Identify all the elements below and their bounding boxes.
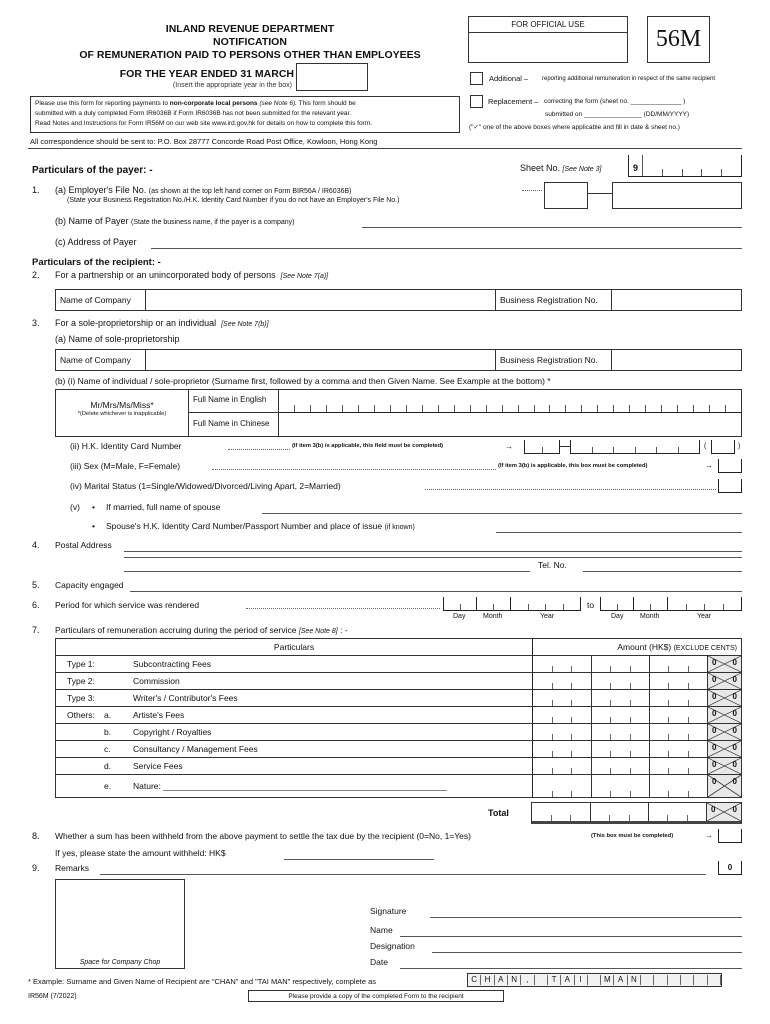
item7-number: 7.: [32, 625, 40, 635]
postal-address-line-2[interactable]: [124, 557, 742, 558]
item4-number: 4.: [32, 540, 40, 550]
row-letter: d.: [104, 761, 112, 771]
example-char: [681, 975, 694, 985]
item8-number: 8.: [32, 831, 40, 841]
item3-company-table: [55, 349, 742, 371]
marital-label: (iv) Marital Status (1=Single/Widowed/Divorced/Living Apart, 2=Married): [70, 481, 341, 491]
file-no-part2-input[interactable]: [612, 182, 742, 209]
full-name-zh-label: Full Name in Chinese: [189, 413, 279, 436]
item8-label: Whether a sum has been withheld from the above payment to settle the tax due by the recipient (0=No, 1=Yes): [55, 831, 471, 841]
header-divider: [28, 148, 742, 149]
payer-name-input[interactable]: [362, 216, 742, 228]
example-char: [694, 975, 707, 985]
example-char: [708, 975, 721, 985]
example-char: ,: [521, 975, 534, 985]
example-char: [641, 975, 654, 985]
item5-number: 5.: [32, 580, 40, 590]
item9-number: 9.: [32, 863, 40, 873]
tel-label: Tel. No.: [538, 560, 567, 570]
to-day-label: Day: [611, 613, 624, 620]
title-cell: [56, 390, 189, 436]
cents-box: 0 0: [707, 690, 741, 706]
postal-address-label: Postal Address: [55, 540, 112, 550]
item1-number: 1.: [32, 185, 40, 195]
item3-company-input[interactable]: [146, 350, 496, 371]
col-amount-header: Amount (HK$) (EXCLUDE CENTS): [532, 639, 741, 655]
full-name-zh-input[interactable]: [279, 413, 741, 436]
example-char: H: [481, 975, 494, 985]
row-label: Commission: [133, 676, 180, 686]
to-month-label: Month: [640, 613, 660, 620]
from-day-label: Day: [453, 613, 466, 620]
postal-address-line-3[interactable]: [124, 560, 530, 572]
notice-box: [30, 96, 460, 133]
bullet-icon: •: [92, 502, 95, 512]
period-from-day[interactable]: [443, 597, 477, 611]
form-version: IR56M (7/2022): [28, 993, 77, 1000]
remuneration-row: [56, 741, 741, 758]
designation-label: Designation: [370, 941, 415, 951]
arrow-icon: →: [705, 831, 713, 840]
cents-box: 0 0: [707, 673, 741, 689]
item2-br-input[interactable]: [612, 290, 742, 311]
paren-close: ): [738, 443, 741, 450]
row-letter: b.: [104, 727, 112, 737]
item3b-label: (b) (i) Name of individual / sole-proprietor (Surname first, followed by a comma and then Given Name. See Example at the bottom) *: [55, 376, 551, 386]
dept-title: INLAND REVENUE DEPARTMENT: [165, 23, 335, 35]
row-amount-field[interactable]: [532, 758, 741, 774]
remarks-box[interactable]: 0: [718, 861, 742, 875]
item2-note: [See Note 7(a)]: [280, 273, 329, 280]
item3-br-input[interactable]: [612, 350, 742, 371]
br-no-label: Business Registration No.: [496, 350, 612, 371]
example-name-field: [467, 973, 722, 987]
capacity-input[interactable]: [130, 580, 742, 592]
employer-file-hint: (as shown at the top left hand corner on Form BIR56A / IR6036B): [148, 188, 352, 195]
sheet-no-note: [See Note 3]: [562, 166, 602, 173]
remuneration-rows: [56, 656, 741, 798]
individual-name-table: [55, 389, 742, 437]
notice-text: Please use this form for reporting payments to: [35, 100, 170, 107]
form-subtitle: OF REMUNERATION PAID TO PERSONS OTHER THAN EMPLOYEES: [79, 49, 421, 61]
example-char: C: [468, 975, 481, 985]
year-label: FOR THE YEAR ENDED 31 MARCH: [119, 68, 294, 80]
period-to-year[interactable]: [668, 597, 742, 611]
row-prefix: Type 2:: [67, 676, 95, 686]
tel-input[interactable]: [583, 560, 742, 572]
file-no-part1-input[interactable]: [544, 182, 588, 209]
remuneration-row: [56, 758, 741, 775]
options-instruction: ("✓" one of the above boxes where applicable and fill in date & sheet no.): [469, 124, 680, 131]
row-amount-field[interactable]: [532, 673, 741, 689]
hkid-prefix-input[interactable]: [524, 440, 560, 454]
postal-address-input[interactable]: [124, 540, 742, 552]
bullet-icon: •: [92, 521, 95, 531]
row-label: Writer's / Contributor's Fees: [133, 693, 238, 703]
remuneration-header-row: [56, 639, 741, 656]
row-label: Artiste's Fees: [133, 710, 185, 720]
designation-input[interactable]: [432, 941, 742, 953]
period-from-month[interactable]: [477, 597, 511, 611]
paren-open: (: [704, 443, 707, 450]
signature-label: Signature: [370, 906, 407, 916]
cents-box: 0 0: [707, 775, 741, 797]
row-letter: a.: [104, 710, 112, 720]
additional-label: Additional –: [489, 74, 529, 83]
item2-number: 2.: [32, 270, 40, 280]
item3a-label: (a) Name of sole-proprietorship: [55, 334, 180, 344]
title-options[interactable]: Mr/Mrs/Ms/Miss*: [90, 400, 154, 410]
notice-note-ref: (see Note 6).: [257, 100, 297, 107]
sheet-no-label: Sheet No. [See Note 3]: [520, 163, 602, 173]
full-name-en-label: Full Name in English: [189, 390, 279, 413]
cents-box: 0 0: [707, 707, 741, 723]
official-use-label: FOR OFFICIAL USE: [469, 17, 627, 33]
remuneration-table: [55, 638, 742, 798]
additional-desc: reporting additional remuneration in respect of the same recipient: [542, 76, 716, 82]
leader-dots: [246, 608, 440, 609]
item2-label: For a partnership or an unincorporated body of persons: [55, 270, 276, 280]
leader-dots: [425, 489, 716, 490]
payer-name-hint: (State the business name, if the payer is a company): [131, 219, 295, 226]
year-input[interactable]: [296, 63, 368, 91]
date-label: Date: [370, 957, 388, 967]
row-letter: e.: [104, 781, 112, 791]
example-char: T: [548, 975, 561, 985]
row-amount-field[interactable]: [532, 656, 741, 672]
remuneration-row: [56, 690, 741, 707]
withheld-amount-input[interactable]: [284, 848, 434, 860]
remuneration-row: [56, 673, 741, 690]
leader-dots: [212, 469, 496, 470]
row-label: Service Fees: [133, 761, 183, 771]
hkid-hint: (If item 3(b) is applicable, this field must be completed): [292, 443, 444, 449]
spouse-id-input[interactable]: [496, 521, 742, 533]
notice-text-end: This form should be: [296, 100, 356, 107]
spouse-id-hint: (if known): [384, 524, 415, 531]
row-prefix: Type 1:: [67, 659, 95, 669]
payer-name-label: (b) Name of Payer: [55, 216, 129, 226]
row-amount-field[interactable]: [532, 690, 741, 706]
spouse-name-input[interactable]: [262, 502, 742, 514]
example-text: * Example: Surname and Given Name of Recipient are "CHAN" and "TAI MAN" respectively, complete as: [28, 977, 377, 986]
cents-box: 0 0: [707, 758, 741, 774]
period-label: Period for which service was rendered: [55, 600, 200, 610]
item7-note: [See Note 8]: [298, 628, 338, 635]
total-amount-field[interactable]: [531, 802, 742, 824]
hkid-label: (ii) H.K. Identity Card Number: [70, 441, 182, 451]
row-label: Copyright / Royalties: [133, 727, 212, 737]
sex-hint: (If item 3(b) is applicable, this box must be completed): [498, 463, 648, 469]
example-char: I: [575, 975, 588, 985]
row-prefix: Type 3:: [67, 693, 95, 703]
sex-label: (iii) Sex (M=Male, F=Female): [70, 461, 181, 471]
notice-line-3: Read Notes and Instructions for Form IR56M on our web site www.ird.gov.hk for details on how to complete this form.: [35, 120, 372, 127]
example-char: M: [601, 975, 614, 985]
copy-notice: Please provide a copy of the completed Form to the recipient: [248, 990, 504, 1002]
payer-address-input[interactable]: [151, 237, 742, 249]
payer-address-label: (c) Address of Payer: [55, 237, 137, 247]
item2-company-input[interactable]: [146, 290, 496, 311]
to-year-label: Year: [697, 613, 712, 620]
item2-company-table: [55, 289, 742, 311]
row-label: Subcontracting Fees: [133, 659, 211, 669]
replacement-submitted: submitted on ________________ (DD/MM/YYYY): [545, 111, 690, 118]
notification-title: NOTIFICATION: [213, 36, 287, 48]
spouse-number: (v): [70, 502, 80, 512]
row-label: Nature: ____________________________________________________________: [133, 781, 447, 791]
cents-box: 0 0: [707, 724, 741, 740]
total-cents-box: 0 0: [706, 803, 741, 821]
example-char: A: [561, 975, 574, 985]
name-label: Name: [370, 925, 393, 935]
period-to-month[interactable]: [634, 597, 668, 611]
title-hint: *(Delete whichever is inapplicable): [77, 411, 167, 417]
company-name-label: Name of Company: [56, 290, 146, 311]
remuneration-row: [56, 724, 741, 741]
row-label: Consultancy / Management Fees: [133, 744, 258, 754]
employer-file-label: (a) Employer's File No.: [55, 185, 147, 195]
item6-number: 6.: [32, 600, 40, 610]
row-prefix: Others:: [67, 710, 95, 720]
arrow-icon: →: [505, 442, 513, 451]
form-code: 56M: [647, 16, 710, 63]
br-no-label: Business Registration No.: [496, 290, 612, 311]
payer-section-title: Particulars of the payer: -: [32, 165, 153, 176]
year-hint: (Insert the appropriate year in the box): [172, 82, 292, 89]
replacement-checkbox[interactable]: [470, 95, 483, 108]
spouse-name-label: If married, full name of spouse: [106, 502, 221, 512]
row-amount-field[interactable]: [532, 741, 741, 757]
official-use-box: [468, 16, 628, 63]
remuneration-row: [56, 707, 741, 724]
period-to-label: to: [587, 600, 595, 610]
example-char: [654, 975, 667, 985]
example-char: [535, 975, 548, 985]
company-chop-label: Space for Company Chop: [79, 959, 161, 966]
example-char: N: [628, 975, 641, 985]
full-name-en-input[interactable]: [279, 390, 741, 413]
withheld-amount-label: If yes, please state the amount withheld: HK$: [55, 848, 226, 858]
signature-input[interactable]: [430, 906, 742, 918]
company-name-label: Name of Company: [56, 350, 146, 371]
company-chop-box: [55, 879, 185, 969]
sheet-no-value: 9: [629, 155, 643, 176]
from-month-label: Month: [483, 613, 503, 620]
from-year-label: Year: [540, 613, 555, 620]
remuneration-row: [56, 775, 741, 798]
cents-box: 0 0: [707, 741, 741, 757]
name-input[interactable]: [400, 925, 742, 937]
notice-emphasis: non-corporate local persons: [169, 100, 258, 107]
example-char: A: [614, 975, 627, 985]
period-from-year[interactable]: [511, 597, 581, 611]
replacement-label: Replacement –: [488, 97, 539, 106]
sex-input[interactable]: [718, 459, 742, 473]
item7-suffix: : -: [340, 625, 348, 635]
example-char: N: [508, 975, 521, 985]
sheet-no-field[interactable]: [628, 155, 742, 177]
example-char: [588, 975, 601, 985]
hkid-number-input[interactable]: [570, 440, 700, 454]
item3-note: [See Note 7(b)]: [221, 321, 269, 328]
item3-label: For a sole-proprietorship or an individual: [55, 318, 217, 328]
row-letter: c.: [104, 744, 111, 754]
item8-hint: (This box must be completed): [591, 833, 674, 839]
notice-line-2: submitted with a duly completed Form IR6036B if Form IR6036B has not been submitted for the relevant year.: [35, 110, 352, 117]
capacity-label: Capacity engaged: [55, 580, 124, 590]
row-amount-field[interactable]: [532, 724, 741, 740]
spouse-id-label: Spouse's H.K. Identity Card Number/Passport Number and place of issue: [106, 521, 383, 531]
additional-checkbox[interactable]: [470, 72, 483, 85]
item3-number: 3.: [32, 318, 40, 328]
item7-label: Particulars of remuneration accruing during the period of service: [55, 625, 297, 635]
arrow-icon: →: [705, 461, 713, 470]
row-amount-field[interactable]: [532, 707, 741, 723]
col-particulars-header: Particulars: [273, 642, 315, 652]
correspondence-address: All correspondence should be sent to: P.O. Box 28777 Concorde Road Post Office, Kowloon, Hong Kong: [30, 137, 378, 146]
leader-dots: [228, 449, 290, 450]
hkid-check-digit-input[interactable]: [711, 440, 735, 454]
example-char: [668, 975, 681, 985]
period-to-day[interactable]: [600, 597, 634, 611]
example-char: A: [495, 975, 508, 985]
remarks-input[interactable]: [100, 863, 706, 875]
marital-input[interactable]: [718, 479, 742, 493]
remarks-label: Remarks: [55, 863, 90, 873]
recipient-section-title: Particulars of the recipient: -: [32, 257, 161, 268]
employer-file-hint-2: (State your Business Registration No./H.K. Identity Card Number if you do not have an Employer's File No.): [67, 197, 400, 204]
replacement-desc: correcting the form (sheet no. ______________ ): [544, 98, 686, 105]
cents-box: 0 0: [707, 656, 741, 672]
file-no-dash: [588, 193, 612, 194]
total-label: Total: [488, 808, 509, 818]
hkid-dash: [560, 446, 570, 447]
row-amount-field[interactable]: [532, 775, 741, 797]
date-input[interactable]: [400, 957, 742, 969]
leader-dots: [522, 190, 542, 191]
item8-input[interactable]: [718, 829, 742, 843]
remuneration-row: [56, 656, 741, 673]
